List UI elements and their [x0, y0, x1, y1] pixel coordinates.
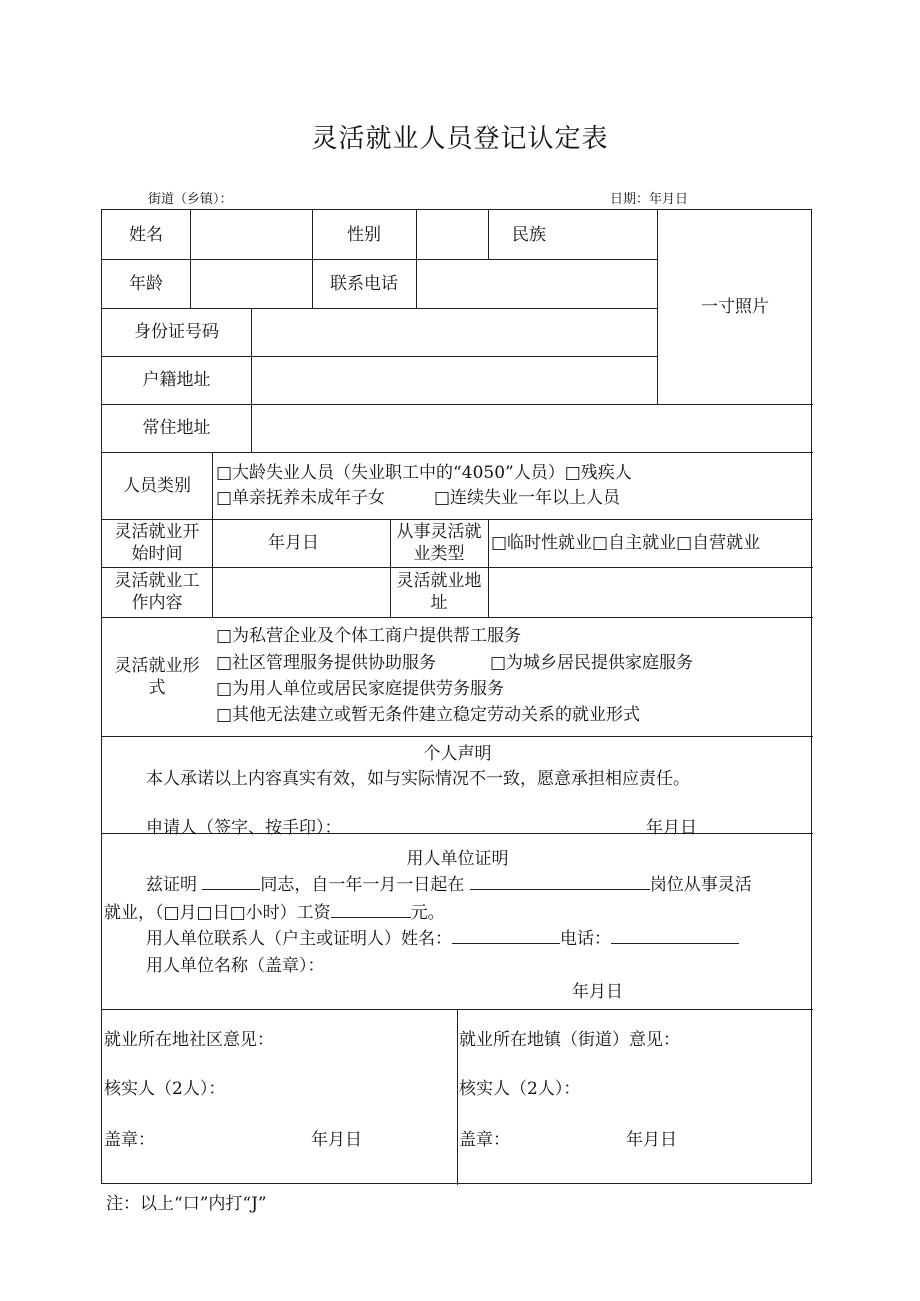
category-option-single-parent[interactable]: □单亲抚养未成年子女	[216, 488, 386, 508]
street-label: 街道（乡镇）：	[148, 192, 233, 207]
town-verifier-label: 核实人（2人）：	[459, 1079, 581, 1099]
employer-cert-line1	[146, 870, 752, 895]
form-option-other[interactable]: □其他无法建立或暂无条件建立稳定劳动关系的就业形式	[216, 705, 641, 725]
community-seal-label: 盖章：	[104, 1130, 155, 1150]
town-opinion-label: 就业所在地镇（街道）意见：	[459, 1030, 680, 1050]
ethnicity-label: 民族	[512, 224, 546, 245]
work-address-label-line2: 址	[430, 593, 448, 613]
position-blank[interactable]	[470, 873, 650, 890]
employee-name-blank[interactable]	[202, 873, 260, 890]
photo-placeholder[interactable]: 一寸照片	[701, 297, 769, 317]
job-type-label-line1: 从事灵活就	[396, 522, 482, 542]
declaration-heading: 个人声明	[423, 744, 492, 764]
wage-blank[interactable]	[331, 901, 411, 918]
employer-contact-label: 用人单位联系人（户主或证明人）姓名：	[146, 929, 452, 949]
name-field[interactable]	[191, 210, 312, 259]
start-date-field[interactable]: 年月日	[268, 533, 319, 553]
age-field[interactable]	[191, 259, 312, 308]
form-label	[102, 617, 212, 736]
name-label: 姓名	[129, 224, 163, 245]
start-time-label	[102, 519, 212, 567]
work-content-label-line1: 灵活就业工	[114, 571, 200, 591]
form-option-labor-service[interactable]: □为用人单位或居民家庭提供劳务服务	[216, 679, 505, 699]
gender-label: 性别	[347, 224, 381, 245]
community-date: 年月日	[311, 1130, 362, 1150]
employer-cert-mid: 同志，自一年一月一日起在	[260, 875, 465, 895]
employer-tel-label: 电话：	[560, 929, 611, 949]
work-address-label	[390, 567, 488, 617]
employer-contact-blank[interactable]	[452, 927, 560, 944]
residence-address-field[interactable]	[252, 404, 813, 452]
gender-field[interactable]	[417, 210, 488, 259]
ethnicity-field[interactable]	[572, 210, 657, 259]
start-time-label-line2: 始时间	[131, 544, 183, 564]
household-address-label: 户籍地址	[142, 370, 211, 390]
phone-field[interactable]	[417, 259, 657, 308]
wage-unit: 元。	[410, 903, 445, 923]
employer-date: 年月日	[572, 982, 623, 1002]
employer-tel-blank[interactable]	[611, 927, 739, 944]
community-opinion-label: 就业所在地社区意见：	[104, 1030, 274, 1050]
category-option-line1[interactable]: □大龄失业人员（失业职工中的“4050”人员）□残疾人	[216, 463, 632, 483]
work-content-label-line2: 作内容	[131, 593, 183, 613]
wage-text: 就业，（□月□日□小时）工资	[104, 903, 331, 923]
category-label: 人员类别	[123, 475, 191, 496]
page-title: 灵活就业人员登记认定表	[311, 124, 609, 154]
id-number-label: 身份证号码	[134, 322, 219, 342]
start-time-label-line1: 灵活就业开	[114, 522, 200, 542]
registration-form-table	[101, 209, 812, 1184]
work-address-field[interactable]	[489, 567, 813, 617]
employer-cert-prefix: 兹证明	[146, 875, 197, 895]
form-option-private-enterprise[interactable]: □为私营企业及个体工商户提供帮工服务	[216, 626, 522, 646]
work-content-label	[102, 567, 212, 617]
residence-address-label: 常住地址	[142, 418, 211, 438]
form-label-line1: 灵活就业形	[114, 655, 200, 676]
phone-label: 联系电话	[330, 273, 398, 294]
age-label: 年龄	[129, 273, 163, 294]
town-date: 年月日	[626, 1130, 677, 1150]
date-label: 日期：年月日	[610, 192, 689, 207]
declaration-date: 年月日	[646, 818, 697, 838]
form-option-household-service[interactable]: □为城乡居民提供家庭服务	[490, 653, 694, 673]
employer-contact-line	[146, 924, 739, 949]
declaration-text: 本人承诺以上内容真实有效，如与实际情况不一致，愿意承担相应责任。	[146, 769, 690, 789]
id-number-field[interactable]	[252, 308, 657, 356]
employer-cert-suffix: 岗位从事灵活	[649, 875, 752, 895]
work-content-field[interactable]	[213, 567, 390, 617]
employer-company-label: 用人单位名称（盖章）：	[146, 956, 325, 976]
household-address-field[interactable]	[252, 356, 657, 404]
work-address-label-line1: 灵活就业地	[396, 571, 482, 591]
employer-heading: 用人单位证明	[406, 849, 509, 869]
applicant-signature-label: 申请人（签字、按手印）：	[146, 818, 342, 838]
form-option-community-service[interactable]: □社区管理服务提供协助服务	[216, 653, 437, 673]
job-type-label-line2: 业类型	[413, 544, 465, 564]
category-option-long-unemployed[interactable]: □连续失业一年以上人员	[434, 488, 621, 508]
form-label-line2: 式	[148, 677, 166, 698]
town-seal-label: 盖章：	[459, 1130, 510, 1150]
job-type-options[interactable]: □临时性就业□自主就业□自营就业	[491, 533, 761, 553]
job-type-label	[390, 519, 488, 567]
footnote: 注：以上“口”内打“J”	[106, 1194, 267, 1214]
community-verifier-label: 核实人（2人）：	[104, 1079, 226, 1099]
employer-cert-line2	[104, 898, 445, 923]
